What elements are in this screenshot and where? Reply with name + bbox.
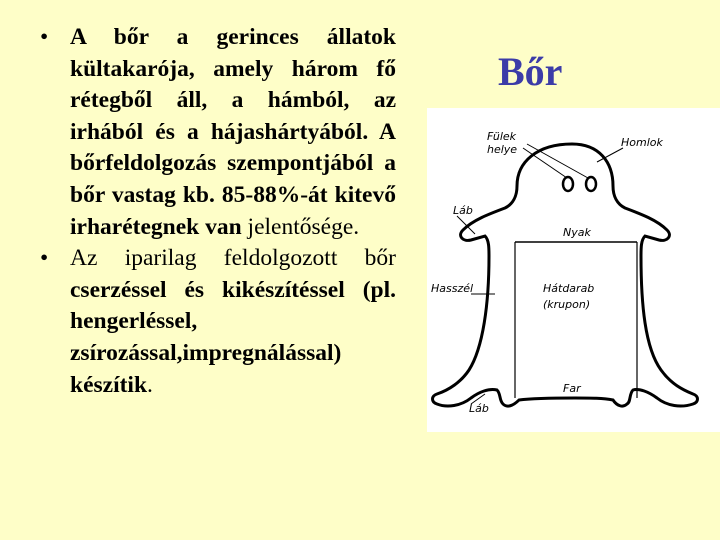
bullet-item-1: [40, 22, 396, 243]
hide-outline: [433, 144, 698, 406]
hide-diagram: [427, 108, 720, 432]
label-hasszel: Hasszél: [431, 282, 474, 295]
pointer-fulek-2: [527, 144, 588, 178]
ear-hole-right: [586, 177, 596, 191]
label-nyak: Nyak: [563, 226, 591, 239]
bullet-list: [40, 22, 396, 401]
ear-hole-left: [563, 177, 573, 191]
hide-diagram-svg: [427, 108, 720, 432]
bullet-1-normal: jelentősége.: [247, 213, 360, 240]
bullet-1-bold: A bőr a gerinces állatok kültakarója, amely három fő rétegből áll, a hámból, az irhából és a hájashártyából. A bőrfeldolgozás szempontjából a bőr vastag kb. 85-88%-át kitevő irharétegnek van: [70, 24, 396, 240]
label-lab-bottom: Láb: [469, 402, 489, 415]
label-homlok: Homlok: [621, 136, 663, 149]
label-lab-top: Láb: [453, 204, 473, 217]
label-hatdarab-2: (krupon): [543, 298, 591, 311]
bullet-2-bold: cserzéssel és kikészítéssel (pl. hengerléssel, zsírozással,impregnálással) készítik: [70, 276, 396, 398]
label-far: Far: [563, 382, 581, 395]
bullet-dot: •: [40, 245, 49, 272]
bullet-2-normal: Az iparilag feldolgozott bőr: [70, 245, 396, 272]
bullet-item-2: [40, 243, 396, 401]
bullet-2-end: .: [147, 371, 153, 398]
bullet-dot: •: [40, 24, 49, 50]
pointer-lab-top: [457, 216, 475, 234]
label-hatdarab-1: Hátdarab: [543, 282, 595, 295]
label-fulek-1: Fülek: [487, 130, 517, 143]
label-fulek-2: helye: [487, 143, 518, 156]
page-title: Bőr: [498, 49, 563, 94]
